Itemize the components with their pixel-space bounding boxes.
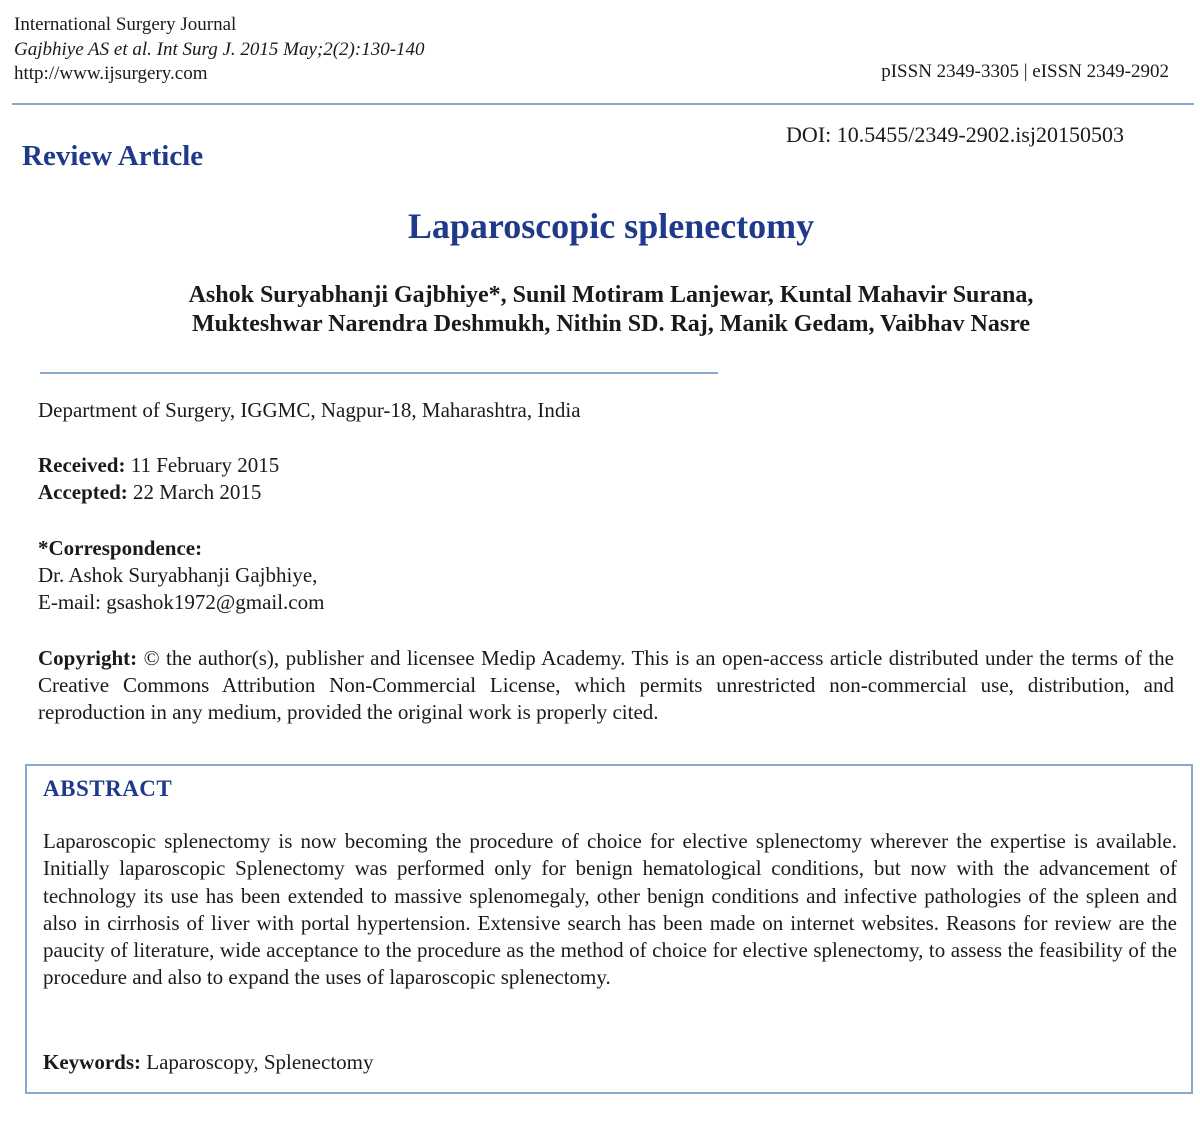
- authors-line-1: Ashok Suryabhanji Gajbhiye*, Sunil Motiram Lanjewar, Kuntal Mahavir Surana,: [188, 282, 1034, 308]
- received-label: Received:: [38, 453, 126, 477]
- copyright: [38, 645, 1174, 726]
- affiliation: Department of Surgery, IGGMC, Nagpur-18, Maharashtra, India: [38, 398, 581, 422]
- accepted-date: 22 March 2015: [133, 480, 262, 504]
- keywords: [43, 1050, 374, 1075]
- keywords-label: Keywords:: [43, 1050, 141, 1074]
- keywords-value: Laparoscopy, Splenectomy: [146, 1050, 374, 1074]
- copyright-label: Copyright:: [38, 646, 138, 670]
- authors: [0, 281, 1200, 339]
- abstract-box: [25, 764, 1193, 1094]
- abstract-heading: ABSTRACT: [43, 776, 173, 801]
- article-title: Laparoscopic splenectomy: [407, 206, 815, 246]
- article-type: Review Article: [22, 140, 204, 172]
- issn: pISSN 2349-3305 | eISSN 2349-2902: [881, 61, 1169, 82]
- citation: Gajbhiye AS et al. Int Surg J. 2015 May;2(2):130-140: [14, 39, 425, 60]
- doi[interactable]: DOI: 10.5455/2349-2902.isj20150503: [786, 122, 1124, 147]
- dates: [38, 452, 279, 506]
- correspondence-email[interactable]: E-mail: gsashok1972@gmail.com: [38, 590, 325, 614]
- abstract-text: Laparoscopic splenectomy is now becoming the procedure of choice for elective splenectomy wherever the expertise is available. Initially laparoscopic Splenectomy was performed only for benign hematological conditions, but now with the advancement of technology its use has been extended to massive splenomegaly, other benign conditions and infective pathologies of the spleen and also in cirrhosis of liver with portal hypertension. Extensive search has been made on internet websites. Reasons for review are the paucity of literature, wide acceptance to the procedure as the method of choice for elective splenectomy, to assess the feasibility of the procedure and also to expand the uses of laparoscopic splenectomy.: [43, 829, 1177, 990]
- correspondence: [38, 535, 324, 616]
- journal-url[interactable]: http://www.ijsurgery.com: [14, 63, 208, 84]
- received-date: 11 February 2015: [130, 453, 280, 477]
- authors-line-2: Mukteshwar Narendra Deshmukh, Nithin SD. Raj, Manik Gedam, Vaibhav Nasre: [191, 311, 1031, 337]
- header-divider: [12, 103, 1194, 105]
- correspondence-name: Dr. Ashok Suryabhanji Gajbhiye,: [38, 563, 318, 587]
- accepted-label: Accepted:: [38, 480, 128, 504]
- correspondence-label: *Correspondence:: [38, 536, 203, 560]
- journal-name: International Surgery Journal: [14, 14, 237, 35]
- copyright-text: © the author(s), publisher and licensee Medip Academy. This is an open-access article distributed under the terms of the Creative Commons Attribution Non-Commercial License, which permits unrestricted non-commercial use, distribution, and reproduction in any medium, provided the original work is properly cited.: [38, 646, 1174, 724]
- section-divider: [40, 372, 718, 374]
